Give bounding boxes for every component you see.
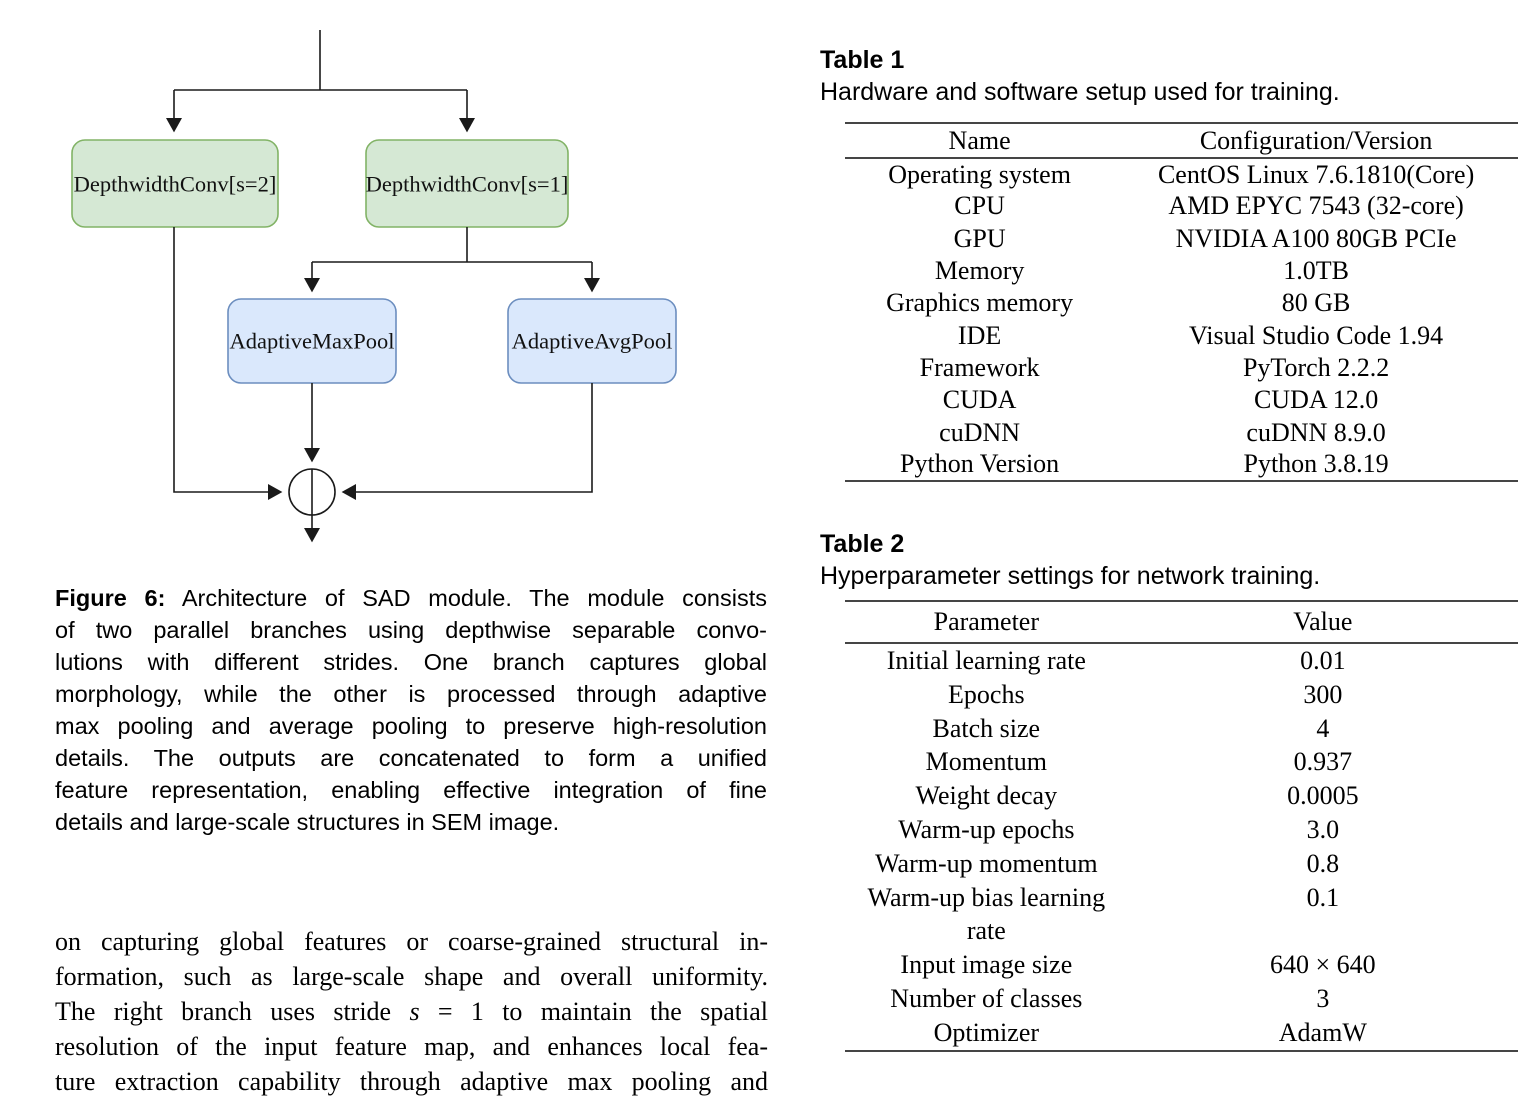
adaptiveavgpool-label: AdaptiveAvgPool [511, 328, 673, 354]
cell-value: Visual Studio Code 1.94 [1189, 320, 1444, 350]
body-line: ture extraction capability through adaptive max pooling and [55, 1067, 768, 1096]
cell-name: Initial learning rate [886, 646, 1086, 675]
depthwidthconv-s2-label: DepthwidthConv[s=2] [73, 171, 277, 197]
cell-name: Optimizer [933, 1017, 1040, 1047]
table1-header-config: Configuration/Version [1199, 125, 1433, 155]
body-text-segment: = 1 to maintain the spatial [419, 997, 768, 1026]
table-row [845, 190, 1518, 222]
table-row [845, 813, 1518, 847]
cell-name: IDE [957, 320, 1002, 350]
sad-module-diagram [0, 0, 780, 570]
caption-line: lutions with different strides. One branch captures global [55, 649, 767, 675]
cell-name: Momentum [925, 747, 1047, 777]
cell-name: Batch size [932, 713, 1041, 743]
table-row [845, 982, 1518, 1016]
cell-name: Number of classes [890, 983, 1083, 1013]
cell-value: 0.937 [1293, 747, 1353, 777]
body-text-segment: The right branch uses stride [55, 997, 410, 1026]
cell-name: Weight decay [915, 781, 1058, 811]
table-row [845, 352, 1518, 384]
table-row [845, 384, 1518, 416]
cell-value: PyTorch 2.2.2 [1242, 352, 1390, 382]
table-row [845, 847, 1518, 881]
cell-name: Python Version [900, 449, 1060, 479]
cell-value: 4 [1316, 713, 1330, 743]
caption-line: details and large-scale structures in SEM image. [55, 809, 560, 835]
figure-number-label: Figure 6: [55, 585, 166, 611]
table-row [845, 1016, 1518, 1051]
table-row [845, 745, 1518, 779]
table2-section [820, 528, 1520, 1052]
cell-value: 0.0005 [1287, 781, 1359, 811]
cell-name: Operating system [888, 159, 1071, 189]
table2-header-parameter: Parameter [933, 607, 1040, 636]
cell-name: Warm-up momentum [875, 848, 1098, 878]
table-row [845, 643, 1518, 678]
caption-line: feature representation, enabling effective integration of fine [55, 777, 767, 803]
cell-value: 3 [1316, 983, 1330, 1013]
table-row [845, 881, 1518, 949]
table-row [845, 158, 1518, 190]
table2-header-row [845, 601, 1518, 643]
cell-value: 0.1 [1306, 882, 1340, 912]
cell-value: AMD EPYC 7543 (32-core) [1168, 191, 1464, 221]
cell-name: CUDA [942, 385, 1017, 415]
cell-value: cuDNN 8.9.0 [1246, 417, 1386, 447]
edge-avgpool-to-concat [344, 383, 592, 492]
table-row [845, 948, 1518, 982]
cell-value: 0.01 [1300, 646, 1346, 675]
caption-line: of two parallel branches using depthwise separable convo- [55, 617, 767, 643]
cell-name: Input image size [900, 950, 1073, 980]
cell-value: AdamW [1278, 1017, 1367, 1047]
cell-value: Python 3.8.19 [1243, 449, 1389, 479]
body-paragraph [55, 924, 768, 1099]
table-row [845, 255, 1518, 287]
table-row [845, 416, 1518, 448]
cell-name: Warm-up epochs [898, 814, 1075, 844]
cell-value: 0.8 [1306, 848, 1340, 878]
caption-line: details. The outputs are concatenated to form a unified [55, 745, 767, 771]
table-row [845, 287, 1518, 319]
table1-title: Table 1 [820, 46, 905, 74]
table1-header-name: Name [948, 125, 1011, 155]
table-row [845, 319, 1518, 351]
cell-value: 1.0TB [1283, 256, 1349, 286]
cell-name: Framework [919, 352, 1040, 382]
caption-line: max pooling and average pooling to preserve high-resolution [55, 713, 767, 739]
cell-name: Warm-up bias learning rate [867, 882, 1106, 946]
cell-value: 640 × 640 [1269, 950, 1376, 980]
table-row [845, 678, 1518, 712]
cell-name: Graphics memory [886, 288, 1074, 318]
table-row [845, 779, 1518, 813]
cell-name: Memory [934, 256, 1025, 286]
caption-text: Architecture of SAD module. The module consists [165, 585, 767, 611]
table2-grid [845, 600, 1518, 1052]
cell-value: 3.0 [1306, 814, 1340, 844]
body-line: resolution of the input feature map, and enhances local fea- [55, 1032, 768, 1061]
table-row [845, 449, 1518, 481]
body-line: on capturing global features or coarse-grained structural in- [55, 927, 768, 956]
cell-value: CUDA 12.0 [1253, 385, 1379, 415]
cell-value: CentOS Linux 7.6.1810(Core) [1157, 159, 1475, 189]
depthwidthconv-s1-label: DepthwidthConv[s=1] [365, 171, 569, 197]
table1-section [820, 44, 1520, 482]
caption-line [55, 582, 767, 614]
table-row [845, 223, 1518, 255]
cell-name: CPU [954, 191, 1005, 221]
cell-value: NVIDIA A100 80GB PCIe [1175, 223, 1457, 253]
caption-line: morphology, while the other is processed through adaptive [55, 681, 767, 707]
figure-caption [55, 582, 767, 838]
cell-name: cuDNN [939, 417, 1021, 447]
table1-caption: Hardware and software setup used for training. [820, 78, 1340, 106]
table2-title: Table 2 [820, 530, 905, 558]
body-line [55, 994, 768, 1029]
cell-name: GPU [953, 223, 1006, 253]
cell-value: 80 GB [1281, 288, 1351, 318]
table1-header-row [845, 123, 1518, 158]
cell-value: 300 [1303, 679, 1343, 709]
table-row [845, 712, 1518, 746]
table2-header-value: Value [1293, 607, 1353, 636]
body-line: formation, such as large-scale shape and overall uniformity. [55, 962, 768, 991]
cell-name: Epochs [948, 679, 1025, 709]
adaptivemaxpool-label: AdaptiveMaxPool [229, 328, 395, 354]
math-variable: s [409, 997, 420, 1026]
table2-caption: Hyperparameter settings for network training. [820, 562, 1321, 590]
table1-grid [845, 122, 1518, 482]
